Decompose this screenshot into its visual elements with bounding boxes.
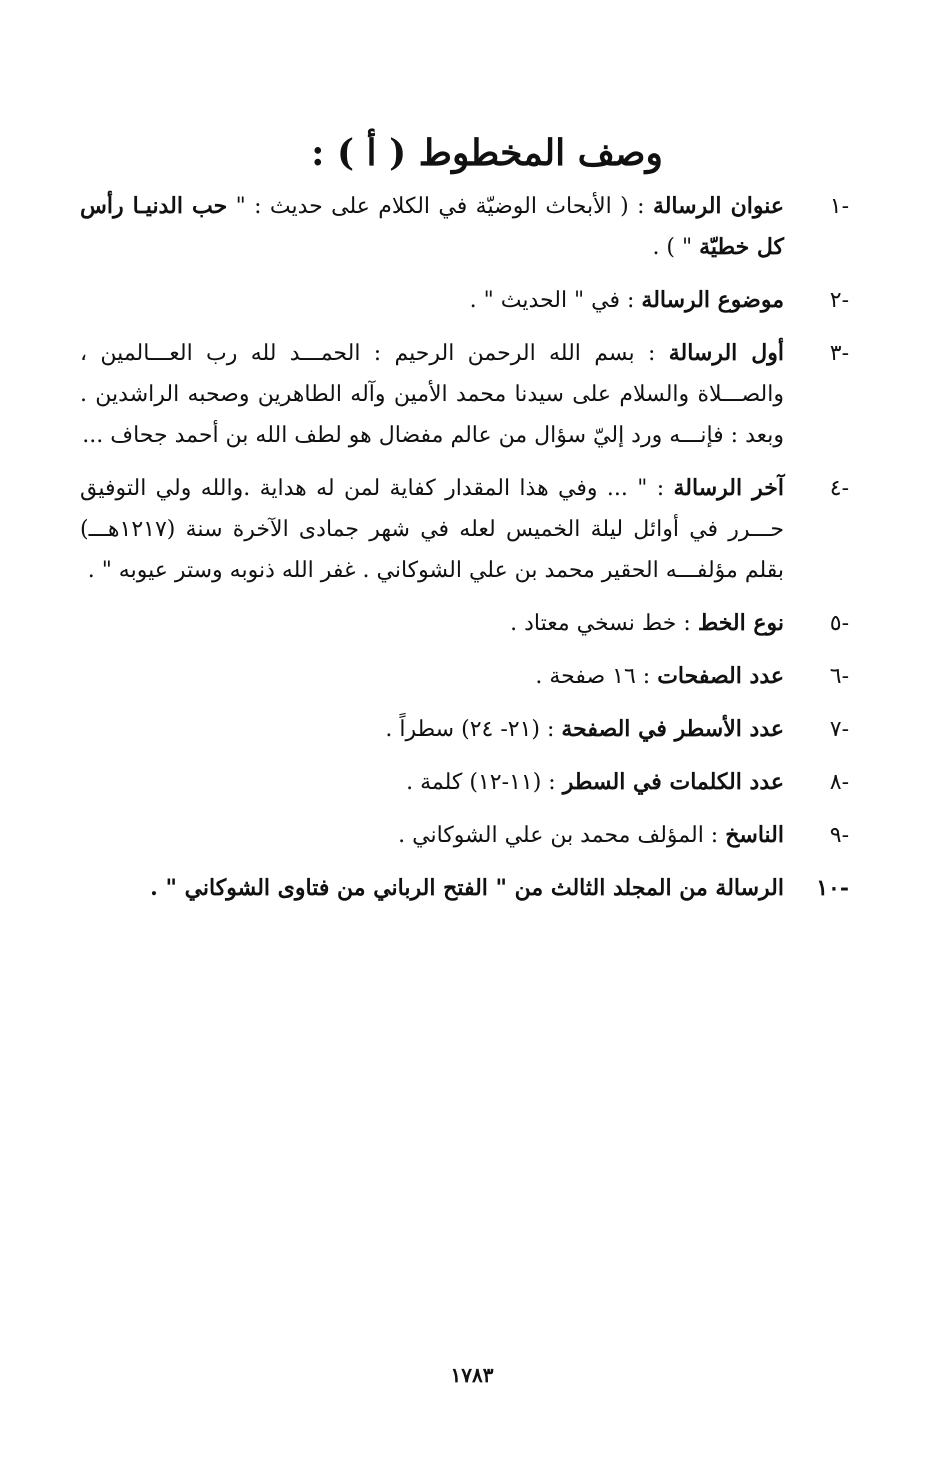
item-text: : ١٦ صفحة .	[535, 664, 658, 689]
item-number: ٨-	[829, 770, 849, 795]
list-item-words-per-line	[0, 762, 944, 803]
item-label: عدد الأسطر في الصفحة	[561, 716, 784, 742]
item-label: موضوع الرسالة	[641, 287, 784, 313]
item-number: ١٠-	[816, 875, 849, 901]
item-number: ٤-	[829, 476, 849, 501]
item-text: : (٢١- ٢٤) سطراً .	[385, 717, 562, 742]
item-label: نوع الخط	[697, 610, 784, 636]
list-item-title	[0, 186, 944, 268]
item-number: ١-	[829, 194, 849, 219]
item-label: آخر الرسالة	[673, 475, 784, 501]
item-number: ٢-	[829, 288, 849, 313]
list-item-lines-per-page	[0, 709, 944, 750]
list-item-page-count	[0, 656, 944, 697]
list-item-copyist	[0, 815, 944, 856]
item-tail: " ) .	[652, 235, 700, 260]
page-title: وصف المخطوط ( أ ) :	[311, 132, 663, 174]
item-text: : خط نسخي معتاد .	[510, 611, 698, 636]
hadith-text: حب الدنيـا رأس كل خطيّة	[80, 193, 784, 260]
item-label: عدد الصفحات	[657, 663, 784, 689]
list-item-source-volume	[0, 868, 944, 909]
item-text: الرسالة من المجلد الثالث من " الفتح الرباني من فتاوى الشوكاني " .	[150, 875, 784, 901]
item-number: ٩-	[829, 823, 849, 848]
list-item-ending	[0, 468, 944, 591]
item-text: : " ... وفي هذا المقدار كفاية لمن له هداية .والله ولي التوفيق حـــرر في أوائل ليلة الخميس لعله في شهر جمادى الآخرة سنة (١٢١٧هـــ) بقلم مؤلفـــه الحقير محمد بن علي الشوكاني . غفر الله ذنوبه وستر عيوبه " .	[80, 476, 784, 583]
item-text: : (١١-١٢) كلمة .	[406, 770, 563, 795]
item-number: ٦-	[829, 664, 849, 689]
item-text: : ( الأبحاث الوضيّة في الكلام على حديث : "	[227, 194, 653, 219]
list-item-subject	[0, 280, 944, 321]
item-label: عنوان الرسالة	[652, 193, 784, 219]
manuscript-description-list	[0, 186, 944, 921]
item-label: أول الرسالة	[668, 340, 785, 366]
item-label: الناسخ	[725, 822, 784, 848]
item-text: : في " الحديث " .	[469, 288, 642, 313]
list-item-script-type	[0, 603, 944, 644]
item-number: ٧-	[829, 717, 849, 742]
list-item-beginning	[0, 333, 944, 456]
item-number: ٥-	[829, 611, 849, 636]
item-text: : المؤلف محمد بن علي الشوكاني .	[398, 823, 726, 848]
item-number: ٣-	[829, 341, 849, 366]
item-text: : بسم الله الرحمن الرحيم : الحمـــد لله رب العـــالمين ، والصـــلاة والسلام على سيدنا محمد الأمين وآله الطاهرين وصحبه الراشدين . وبعد : فإنـــه ورد إليّ سؤال من عالم مفضال هو لطف الله بن أحمد جحاف ...	[80, 341, 784, 448]
item-label: عدد الكلمات في السطر	[562, 769, 784, 795]
page-number: ١٧٨٣	[450, 1363, 494, 1387]
